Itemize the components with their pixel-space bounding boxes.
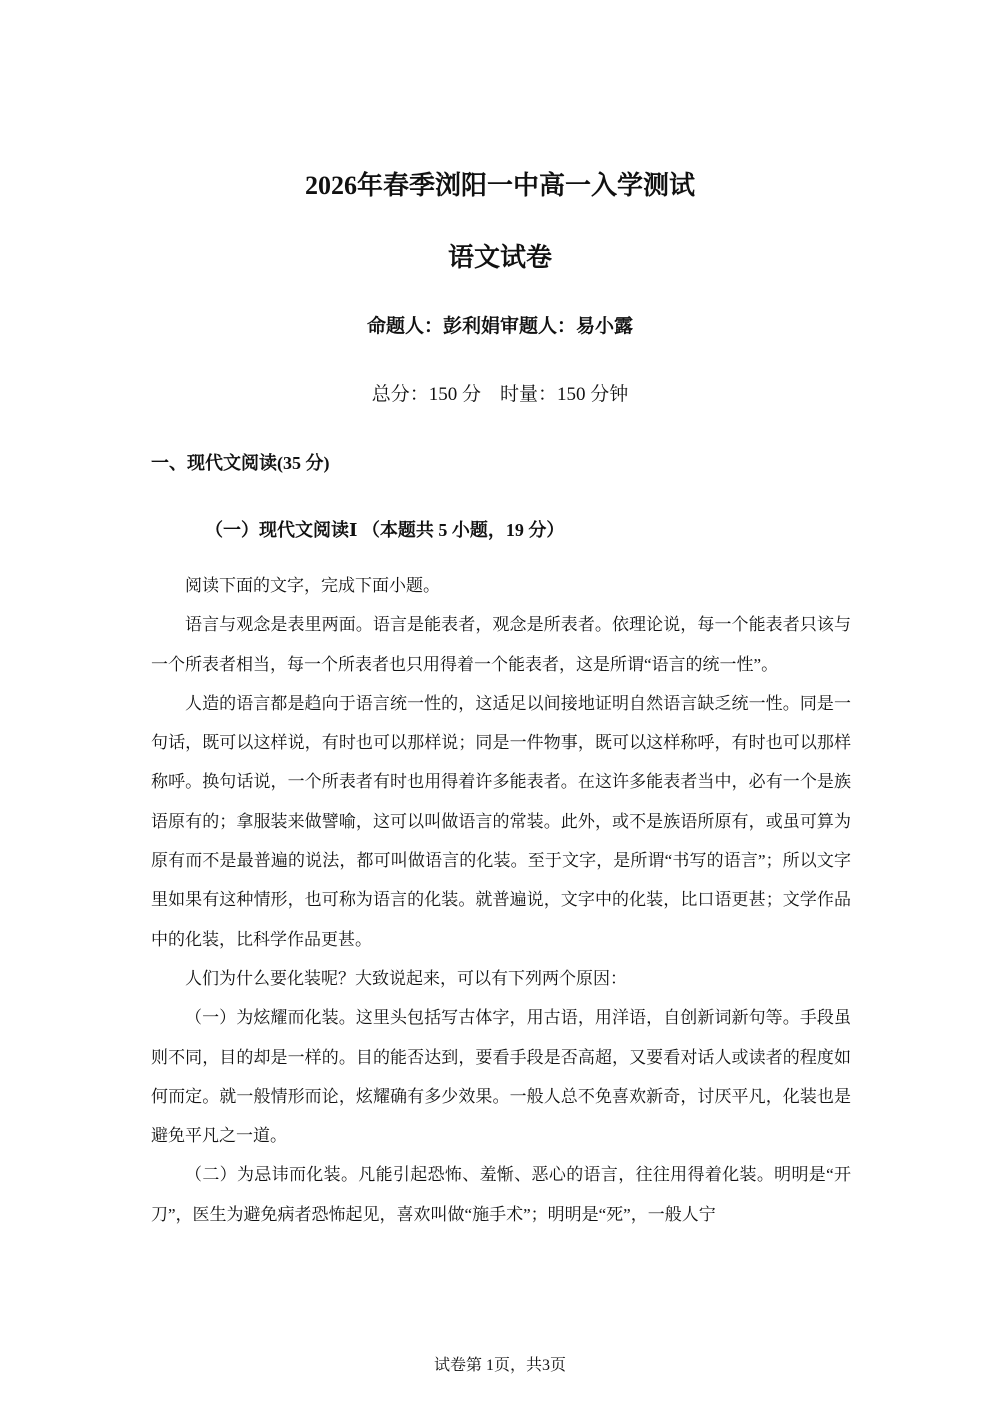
passage-paragraph-3: 人们为什么要化装呢？大致说起来，可以有下列两个原因： <box>185 968 627 988</box>
section-heading: 一、现代文阅读(35 分) <box>151 453 330 473</box>
subsection-heading: （一）现代文阅读Ⅰ （本题共 5 小题，19 分） <box>205 520 565 540</box>
passage-paragraph-1: 语言与观念是表里两面。语言是能表者，观念是所表者。依理论说，每一个能表者只该与一个所表者相当，每一个所表者也只用得着一个能表者，这是所谓“语言的统一性”。 <box>151 615 851 674</box>
reading-passage <box>151 566 851 1234</box>
exam-title: 2026年春季浏阳一中高一入学测试 <box>304 171 695 200</box>
exam-authors: 命题人：彭利娟审题人：易小露 <box>366 316 633 337</box>
passage-instruction: 阅读下面的文字，完成下面小题。 <box>185 576 440 595</box>
exam-subtitle: 语文试卷 <box>447 243 552 272</box>
page-footer: 试卷第 1页，共3页 <box>433 1357 566 1374</box>
passage-paragraph-5: （二）为忌讳而化装。凡能引起恐怖、羞惭、恶心的语言，往往用得着化装。明明是“开刀”，医生为避免病者恐怖起见，喜欢叫做“施手术”；明明是“死”，一般人宁 <box>151 1165 851 1224</box>
passage-paragraph-4: （一）为炫耀而化装。这里头包括写古体字，用古语，用洋语，自创新词新句等。手段虽则不同，目的却是一样的。目的能否达到，要看手段是否高超，又要看对话人或读者的程度如何而定。就一般情形而论，炫耀确有多少效果。一般人总不免喜欢新奇，讨厌平凡，化装也是避免平凡之一道。 <box>151 1008 851 1146</box>
passage-paragraph-2: 人造的语言都是趋向于语言统一性的，这适足以间接地证明自然语言缺乏统一性。同是一句话，既可以这样说，有时也可以那样说；同是一件物事，既可以这样称呼，有时也可以那样称呼。换句话说，一个所表者有时也用得着许多能表者。在这许多能表者当中，必有一个是族语原有的；拿服装来做譬喻，这可以叫做语言的常装。此外，或不是族语所原有，或虽可算为原有而不是最普遍的说法，都可叫做语言的化装。至于文字，是所谓“书写的语言”；所以文字里如果有这种情形，也可称为语言的化装。就普遍说，文字中的化装，比口语更甚；文学作品中的化装，比科学作品更甚。 <box>151 693 851 949</box>
exam-score-info: 总分：150 分 时量：150 分钟 <box>371 384 629 405</box>
